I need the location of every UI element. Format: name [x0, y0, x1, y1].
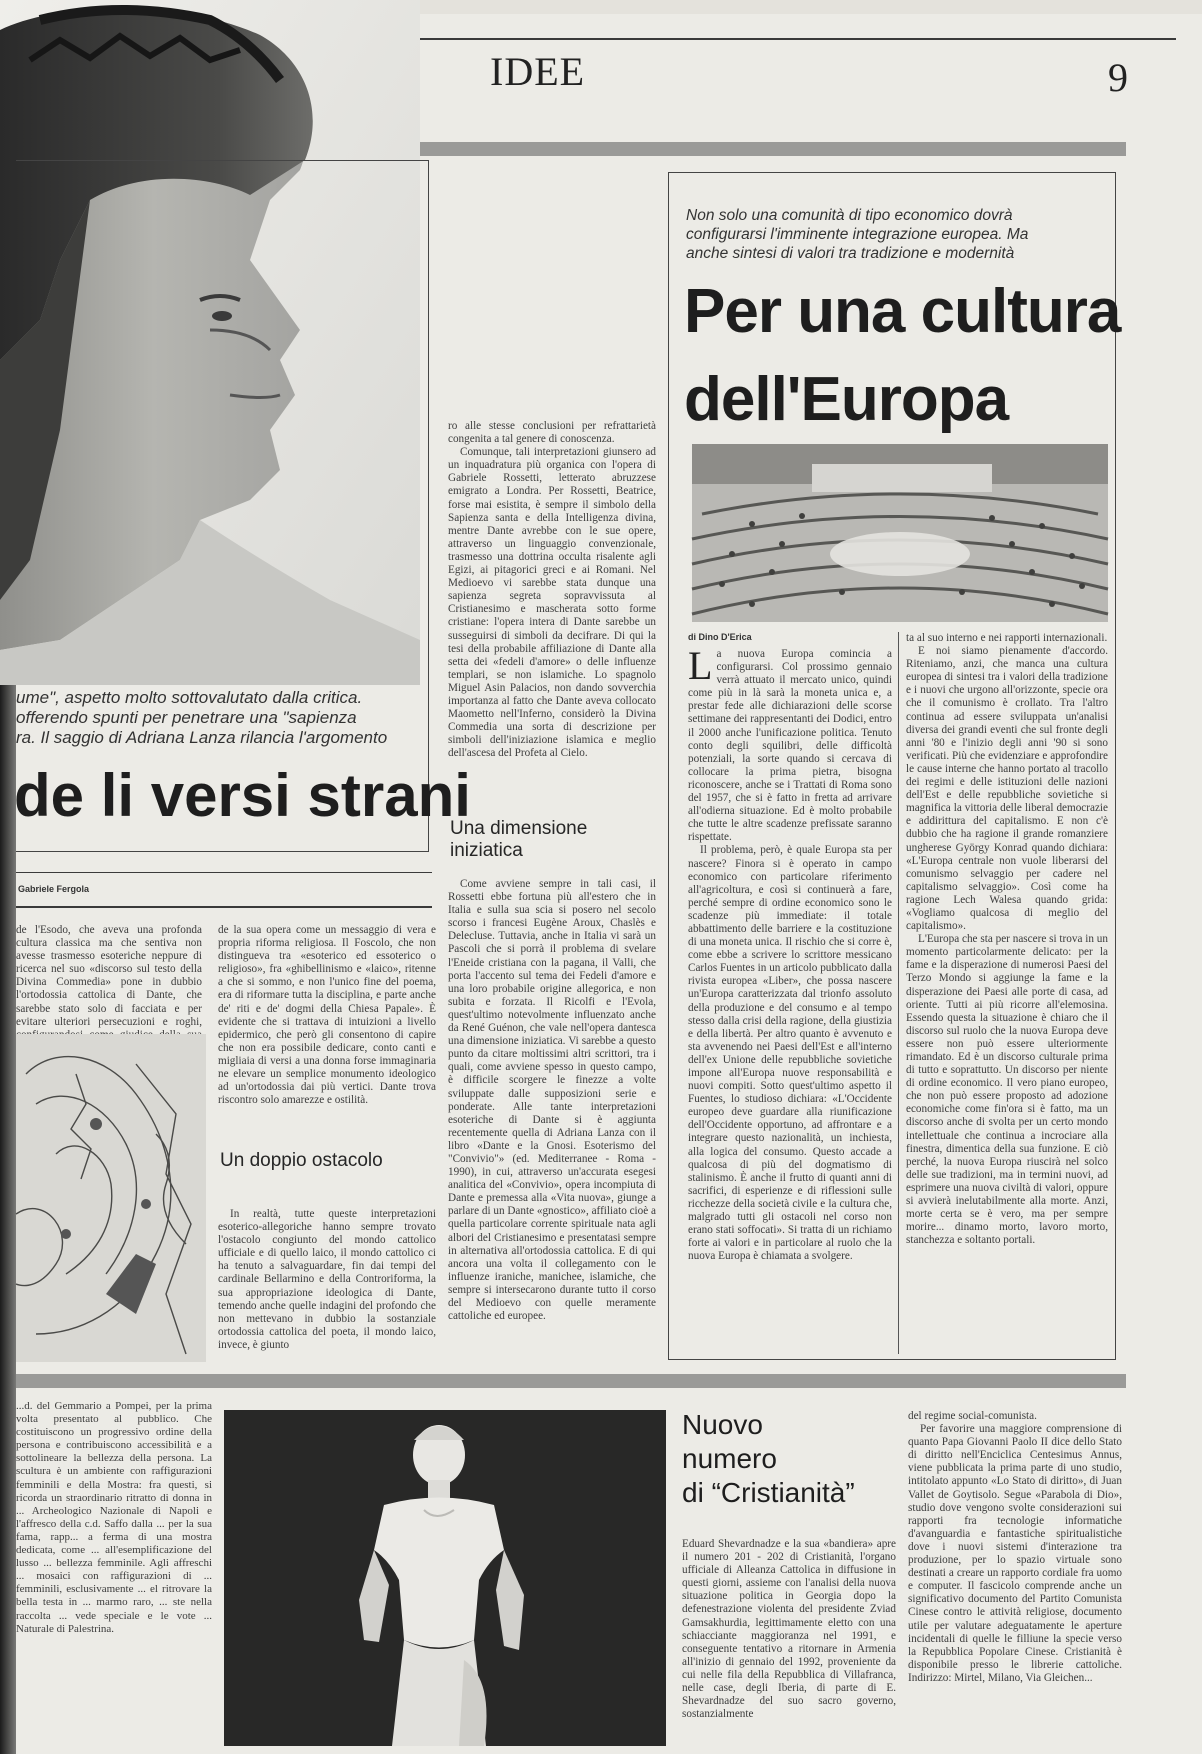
- subhead-dimensione-iniziatica: Una dimensione iniziatica: [450, 818, 588, 861]
- europa-kicker-line-3: anche sintesi di valori tra tradizione e modernità: [686, 245, 1015, 262]
- dante-col-e-p1: In realtà, tutte queste interpretazioni esoterico-allegoriche hanno sempre trovato l'ostacolo congiunto del mondo cattolico ufficiale e di quello laico, il mondo cattolico ci ha tenuto a salvaguardare, fin dai tempi del cardinale Bellarmino e della Controriforma, la sua appropriazione ideologica di Dante, temendo anche quelle indagini del profondo che non mettevano in dubbio la sostanziale ortodossia cattolica del poeta, il mondo laico, invece, è giunto: [218, 1208, 436, 1351]
- cristianita-headline-line-3: di “Cristianità”: [682, 1477, 855, 1508]
- section-title: IDEE: [490, 49, 586, 94]
- cristianita-col-2-p2: Per favorire una maggiore comprensione di quanto Papa Giovanni Paolo II dice dello Stato di diritto nell'Enciclica Centesimus Annus, viene pubblicata la prima parte di uno studio, intitolato appunto «Lo Stato di diritto», di Juan Vallet de Goytisolo. Segue «Parabola di Dio», studio dove vengono svolte considerazioni sui rapporti fra tecnologie informatiche d'avanguardia e fantastiche spiritualistiche dove i nuovi sistemi d'interazione tra produzione, per lo spazio virtuale sono destinati a creare un rapporto cordiale fra uomo e computer. Il fascicolo comprende anche un significativo documento del Partito Comunista Cinese contro le attività religiose, documento utile per valutare adeguatamente le aperture incidentali di quelle le filliune la specie verso la Repubblica Popolare Cinese. Cristianità è disponibile presso le librerie cattoliche. Indirizzo: Mirtel, Milano, Via Gleichen...: [908, 1423, 1122, 1684]
- europa-headline-line-2: dell'Europa: [684, 365, 1009, 434]
- cristianita-column-1: [682, 1538, 896, 1750]
- dante-headline: de li versi strani: [14, 762, 471, 829]
- europa-kicker: [686, 206, 1106, 263]
- dante-column-a: [448, 420, 656, 816]
- bottom-band: [16, 1374, 1126, 1388]
- dante-column-d: [218, 924, 436, 1152]
- europa-column-2: [906, 632, 1108, 1354]
- europa-col-1-p2: Il problema, però, è quale Europa sta per nascere? Finora si è operato in campo economico con particolare riferimento all'agricoltura, e così si continuerà a fare, perché sempre di ordine economico sono le scadenze più immediate: il totale abbattimento delle barriere e la costituzione di una moneta unica. Il rischio che si corre è, come ebbe a scrivere lo scrittore messicano Carlos Fuentes in un articolo pubblicato dalla rivista europea «Liber», che possa nascere un'Europa caratterizzata dal trionfo assoluto della produzione e del consumo e al tempo stesso dalla crisi della ragione, della giustizia e della libertà. Per altro quanto è avvenuto e sta avvenendo nei Paesi dell'Est e all'interno dell'ex Unione delle repubbliche sovietiche impone all'Europa nuove responsabilità e nuovi compiti. Sotto quest'ultimo aspetto il Fuentes, lo studioso dichiara: «L'Occidente europeo deve guardare alla riunificazione dell'Occidente opportuno, ad affrontare e a integrare questo nazionalità, un inchiesta, alla logica del consumo. Questo accade a qualcosa di più del dogmatismo di stalinismo. È anche il frutto di quanti anni di sacrifici, di esperienze e di riflessioni sulle ricchezze della società civile e la cultura che, malgrado tutti gli ostacoli nel corso non erano stati soffocati». Si tratta di un richiamo forte ai valori e in particolare al ruolo che la nuova Europa è chiamata a svolgere.: [688, 844, 892, 1263]
- cristianita-headline-line-2: numero: [682, 1443, 777, 1474]
- europa-col-2-p2: E noi siamo pienamente d'accordo. Riteniamo, anzi, che manca una cultura europea di sintesi tra i valori della tradizione e i nuovi che urgono all'orizzonte, specie ora che il comunismo è crollato. Tra l'altro continua ad essere sviluppata un'analisi diversa dei grandi eventi che sul fronte degli anni '80 e l'inizio degli anni '90 si sono verificati. Più che evidenziare e approfondire le cause interne che hanno portato al tracollo dei regimi e delle istituzioni delle nazioni dell'Est e delle repubbliche sovietiche si magnifica la vittoria delle liberal democrazie e addirittura del capitalismo. E non c'è dubbio che ha ragione il grande romanziere ungherese György Konrad quando dichiara: «L'Europa centrale non vuole liberarsi del comunismo selvaggio per cadere nel capitalismo selvaggio». Così come ha ragione Lech Walesa quando grida: «Vogliamo qualcosa di meglio del capitalismo».: [906, 645, 1108, 933]
- europa-column-divider: [898, 632, 899, 1354]
- dante-col-b-p1: Come avviene sempre in tali casi, il Rossetti ebbe fortuna più all'estero che in Italia e sulla sua scia si posero nel secolo scorso i francesi Eugène Aroux, Chaslès e Delecluse. Tuttavia, anche in Italia vi sarà un Pascoli che si porrà il problema di svelare l'Eneide cristiana con la pagana, il Valli, che porta l'accento sul tema dei Fedeli d'amore e una loro probabile origine allegorica, e non subita e forzata. Il Ricolfi e l'Evola, quest'ultimo notevolmente influenzato anche da René Guénon, che vale nell'opera dantesca una dimensione iniziatica. Vi sarebbe a questo punto da citare moltissimi altri scrittori, tra i quali, come avviene spesso in questo campo, è difficile scorgere le finezze a volte sviluppate dalle supposizioni serie e ponderate. Alle tante interpretazioni esoteriche di Dante si è aggiunta recentemente quella di Adriana Lanza con il libro «Dante e la Gnosi. Esoterismo del "Convivio"» (ed. Mediterranee - Roma - 1990), in cui, attraverso un'accurata esegesi analitica del «Convivio», opera incompiuta di Dante e premessa alla «Vita nuova», giunge a parlare di un Dante «gnostico», affiliato cioè a quella particolare corrente spirituale nata agli albori del Cristianesimo e presentatasi sempre in alternativa all'ortodossia cattolica. E di qui ancora una volta il collegamento con le influenze iraniche, manichee, islamiche, che sempre si intersecarono durante tutto il corso del Medioevo con quelle meramente cattoliche ed europee.: [448, 878, 656, 1323]
- dante-byline: Gabriele Fergola: [18, 884, 90, 894]
- europa-headline-line-1: Per una cultura: [684, 277, 1121, 346]
- dante-column-c: [16, 924, 202, 1028]
- europa-kicker-line-1: Non solo una comunità di tipo economico dovrà: [686, 207, 1013, 224]
- europa-byline: di Dino D'Erica: [688, 632, 752, 642]
- cristianita-col-1-p1: Eduard Shevardnadze e la sua «bandiera» apre il numero 201 - 202 di Cristianità, l'organo ufficiale di Alleanza Cattolica in diffusione in questi giorni, assieme con l'analisi della nuova situazione politica in Georgia dopo la defenestrazione violenta del presidente Zviad Gamsakhurdia, legittimamente eletto con una schiacciante maggioranza nel 1991, e conseguente tentativo a ritornare in Armenia all'inizio di gennaio del 1992, proveniente da cui nelle fila della Repubblica di Villafranca, nelle case, degli Iberia, di parte di E. Shevardnadze del suo sacro governo, sostanzialmente: [682, 1538, 896, 1721]
- pompei-col-p1: ...d. del Gemmario a Pompei, per la prima volta presentato al pubblico. Che costituiscono un progressivo ordine della persona e contribuiscono accessibilità e a sottolineare la bellezza della persona. La scultura è un ambiente con raffigurazioni femminili e della Mostra: fra questi, si ricorda un straordinario ritratto di donna in ... Archeologico Nazionale di Napoli e l'affresco della c.d. Saffo dalla ... per la sua fama, rapp... a ferma di una mostra dedicata, come ... all'esemplificazione del lusso ... bellezza femminile. Agli affreschi ... mosaici con raffigurazioni di ... femminili, esclusivamente ... el ritrovare la bella testa in ... marmo raro, ... ste nella raccolta ... vede speciale e le vote ... Naturale di Palestrina.: [16, 1400, 212, 1635]
- dante-column-b: [448, 878, 656, 1356]
- statue-photo: [224, 1410, 666, 1746]
- europa-col-2-p1: ta al suo interno e nei rapporti internazionali.: [906, 632, 1108, 644]
- europa-dropcap: L: [688, 643, 713, 688]
- parliament-photo: [692, 444, 1108, 622]
- header-band: [300, 142, 1126, 156]
- dante-col-a-p1: ro alle stesse conclusioni per refrattarietà congenita a tal genere di conoscenza.: [448, 420, 656, 446]
- europa-col-1-p1: a nuova Europa comincia a configurarsi. Col prossimo gennaio verrà attuato il mercato unico, quindi come più in là sarà la moneta unica e, a prestar fede alle dichiarazioni delle scorse settimane dei rappresentanti dei Dodici, entro il 2000 anche l'unificazione politica. Tenuto conto degli squilibri, delle difficoltà potenziali, la sorte quando si cercava di collocare la prima pietra, bisogna riconoscere, anche se i Trattati di Roma sono del 1957, che si è fatto in fretta ad arrivare all'odierna situazione. Ed è molto probabile che tutte le altre scadenze prefissate saranno rispettate.: [688, 648, 892, 844]
- dante-caption-line-1: ume", aspetto molto sottovalutato dalla critica.: [16, 688, 363, 707]
- cristianita-headline-line-1: Nuovo: [682, 1409, 763, 1440]
- cristianita-headline: [682, 1408, 855, 1510]
- europa-col-2-p3: L'Europa che sta per nascere si trova in un momento particolarmente delicato: per la fame e la disperazione di numerosi Paesi del Terzo Mondo si aggiunge la fame e la disperazione dei Paesi alle porte di casa, ad oriente. Tutti ai più ricorre all'elemosina. Essendo questa la situazione è chiaro che il discorso sul ruolo che la nuova Europa deve essere non può essere ulteriormente rimandato. Ed è un discorso culturale prima di tutto e soprattutto. Un discorso per niente di ordine economico. Il vero piano europeo, che non può essere proposto ad adozione economiche come fin'ora si è fatto, ma un discorso anche di svolta per un certo mondo intellettuale che continua a incrociare alla finestra, dimentica della sua funzione. E ciò perché, la nuova Europa riuscirà nel solco delle sue tradizioni, ma in termini nuovi, ad esprimere una nuova civiltà di valori, oppure si avvierà inelutabilmente alla morte. Anzi, morte certa se è vero, ma per sempre morire... dinamo morto, lavoro morto, stanchezza e soltanto portali.: [906, 933, 1108, 1247]
- dante-article-frame: [16, 160, 429, 852]
- cristianita-column-2: [908, 1410, 1122, 1750]
- engraving-image: [16, 1034, 206, 1362]
- dante-byline-rule: [16, 906, 432, 908]
- dante-caption: [16, 688, 416, 748]
- pompei-column: [16, 1400, 212, 1752]
- dante-col-c-p1: de l'Esodo, che aveva una profonda cultura classica ma che sentiva non avesse trasmesso esoteriche neppure di ricerca nel suo «discorso sul testo della Divina Commedia» pone in dubbio l'ortodossia cattolica di Dante, che sarebbe stato solo di facciata e per evitare ulteriori persecuzioni e roghi,: [16, 924, 202, 1028]
- dante-caption-line-3: ra. Il saggio di Adriana Lanza rilancia l'argomento: [16, 728, 388, 747]
- europa-kicker-line-2: configurarsi l'imminente integrazione europea. Ma: [686, 226, 1029, 243]
- dante-rule: [16, 872, 432, 873]
- dante-col-d-p1: de la sua opera come un messaggio di vera e propria riforma religiosa. Il Foscolo, che non distingueva tra «esoterico ed essoterico o religioso», fra «ghibellinismo e «laico», ritenne a che si sommo, e non l'unico fine del poema, era di riformare tutta la disciplina, e parte anche de' riti e de' dogmi della Chiesa Papale». È evidente che si trattava di intuizioni a livello epidermico, che però gli consentono di capire che non era possibile dedicare, conto canti e migliaia di versi a una donna forse immaginaria ne elevare un semplice monumento ideologico ad un'ortodossia dai più vertici. Dante trova riscontro solo amarezze e ostilità.: [218, 924, 436, 1107]
- dante-col-a-p2: Comunque, tali interpretazioni giunsero ad un inquadratura più organica con l'opera di Gabriele Rossetti, letterato abruzzese emigrato a Londra. Per Rossetti, Beatrice, forse mai esistita, è sempre il simbolo della Sapienza santa e della Intelligenza divina, mentre Dante avrebbe con le sue opere, attraverso un linguaggio convenzionale, trasmesso una dottrina occulta risalente agli Egizi, ai pitagorici greci e ai Romani. Nel Medioevo vi sarebbe stata dunque una sapienza segreta sopravvissuta al Cristianesimo e mascherata sotto forme cristiane: l'opera intera di Dante sarebbe un susseguirsi di simboli da decifrare. Di qui la tesi della probabile affiliazione di Dante alla setta dei «fedeli d'amore» o delle influenze templari, se non islamiche. Lo spagnolo Miguel Asin Palacios, non dando sovverchia importanza al fatto che Dante aveva collocato Maometto nell'Inferno, considerò la Divina Commedia una sorta di descrizione per simboli dell'iniziazione islamica e meglio dell'ascesa del Profeta al Cielo.: [448, 446, 656, 760]
- dante-caption-line-2: offerendo spunti per penetrare una "sapienza: [16, 708, 357, 727]
- cristianita-col-2-p1: del regime social-comunista.: [908, 1410, 1037, 1422]
- page-number: 9: [1108, 55, 1128, 100]
- europa-column-1: [688, 643, 892, 1354]
- subhead-doppio-ostacolo: Un doppio ostacolo: [220, 1150, 383, 1171]
- dante-column-e: [218, 1208, 436, 1360]
